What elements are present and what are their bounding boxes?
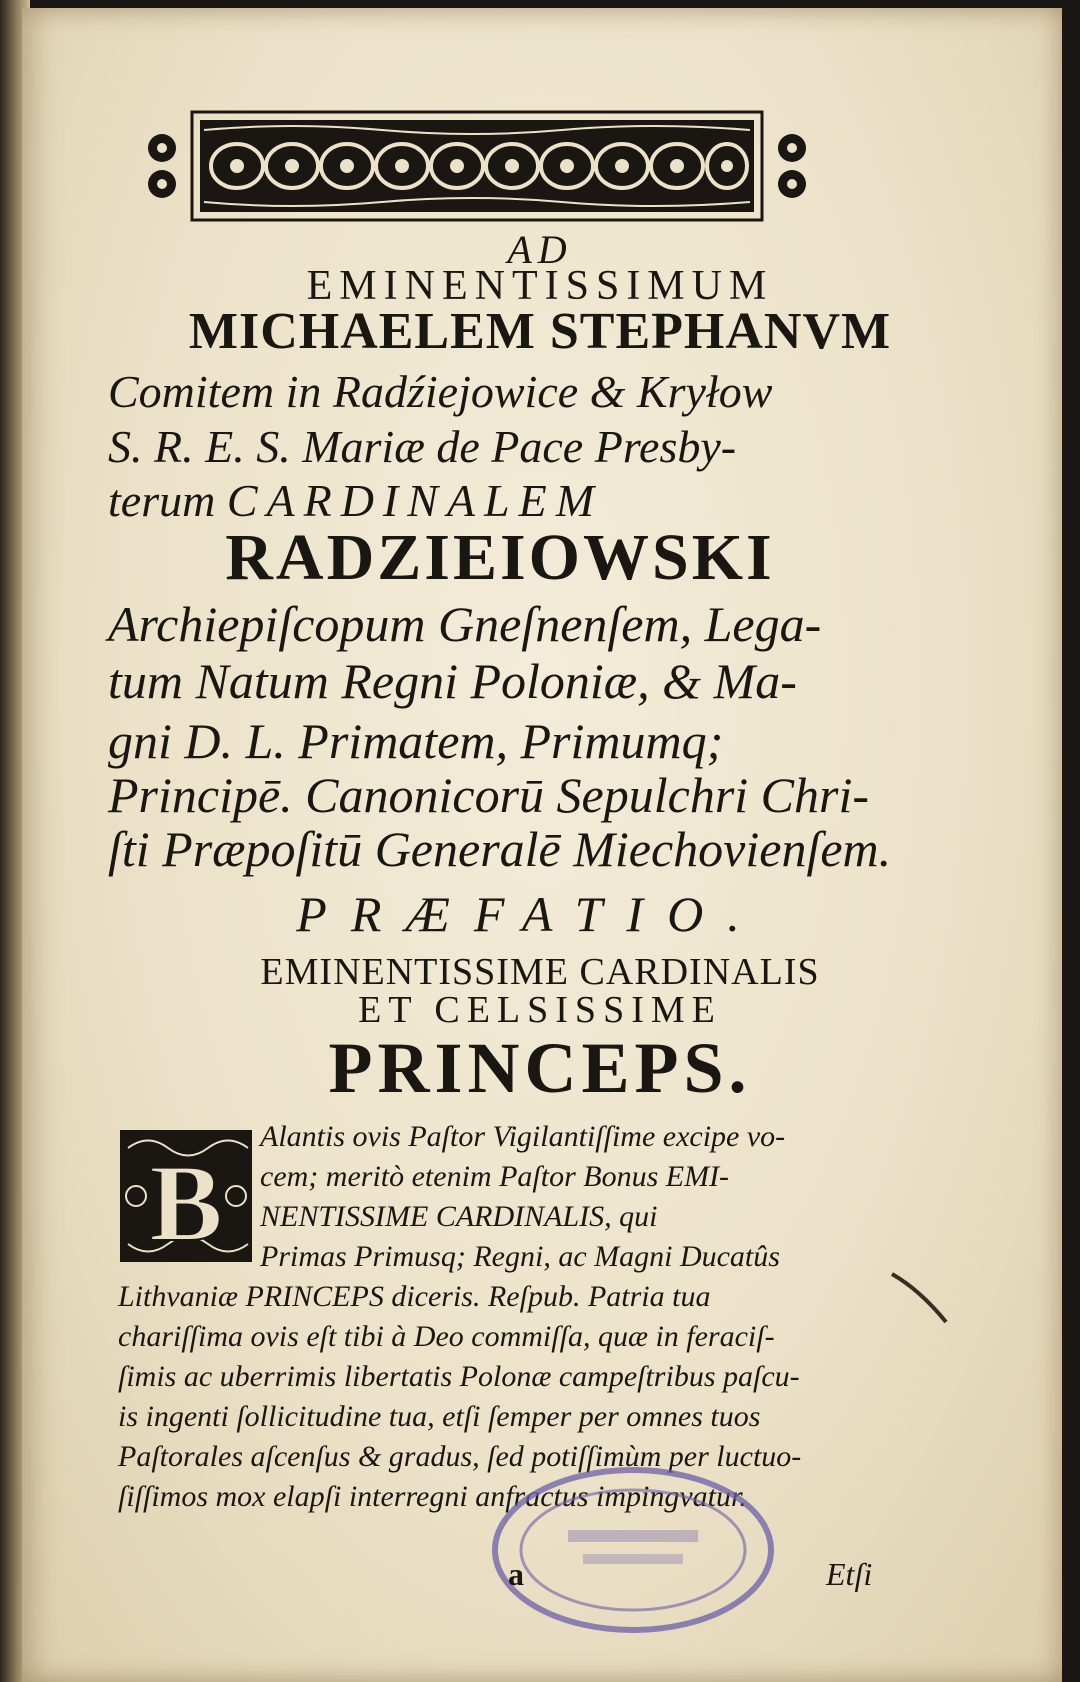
address-princeps: PRINCEPS. xyxy=(328,1028,752,1108)
body-line: Primas Primusq; Regni, ac Magni Ducatûs xyxy=(260,1240,780,1273)
body-line: is ingenti ſollicitudine tua, etſi ſemper per omnes tuos xyxy=(118,1400,761,1433)
cardinalem-word: CARDINALEM xyxy=(226,475,604,526)
title-line: gni D. L. Primatem, Primumq; xyxy=(108,713,724,769)
address-line: EMINENTISSIME CARDINALIS xyxy=(260,951,820,993)
dedication-line: S. R. E. S. Mariæ de Pace Presby- xyxy=(108,421,737,472)
heading-ad: AD xyxy=(507,227,573,272)
body-line: chariſſima ovis eſt tibi à Deo commiſſa, quæ in feraciſ- xyxy=(118,1320,775,1353)
catchword: Etſi xyxy=(826,1556,873,1592)
body-line: Paſtorales aſcenſus & gradus, ſed potiſſimùm per luctuo- xyxy=(118,1440,802,1473)
dedication-line: Comitem in Radźiejowice & Kryłow xyxy=(108,366,773,417)
heading-eminentissimum: EMINENTISSIMUM xyxy=(306,263,774,309)
body-line: Lithvaniæ PRINCEPS diceris. Reſpub. Patria tua xyxy=(118,1280,711,1313)
body-line: NENTISSIME CARDINALIS, qui xyxy=(260,1200,658,1233)
heading-michaelem-stephanvm: MICHAELEM STEPHANVM xyxy=(188,303,892,360)
address-line: ET CELSISSIME xyxy=(358,989,722,1031)
body-line: ſimis ac uberrimis libertatis Polonæ campeſtribus paſcu- xyxy=(118,1360,800,1393)
praefatio-heading: PRÆFATIO. xyxy=(296,886,764,942)
headpiece-ornament xyxy=(142,108,812,226)
body-line: Alantis ovis Paſtor Vigilantiſſime excipe vo- xyxy=(260,1120,786,1153)
title-line: tum Natum Regni Poloniæ, & Ma- xyxy=(108,653,797,709)
title-line: ſti Præpoſitū Generalē Miechovienſem. xyxy=(108,821,892,877)
dedication-line-start: terum xyxy=(108,475,216,526)
signature-mark: a xyxy=(508,1556,524,1592)
title-line: Principē. Canonicorū Sepulchri Chri- xyxy=(108,767,870,823)
drop-cap-letter: B xyxy=(149,1142,223,1264)
show-through-text xyxy=(900,90,1050,790)
body-line: ſiſſimos mox elapſi interregni anfractus impingvatur. xyxy=(118,1480,747,1513)
ink-mark xyxy=(890,1270,950,1330)
library-stamp xyxy=(488,1460,778,1640)
surname-radzieiowski: RADZIEIOWSKI xyxy=(225,521,775,594)
title-line: Archiepiſcopum Gneſnenſem, Lega- xyxy=(108,596,822,652)
drop-cap-b xyxy=(118,1128,254,1264)
body-line: cem; meritò etenim Paſtor Bonus EMI- xyxy=(260,1160,730,1193)
